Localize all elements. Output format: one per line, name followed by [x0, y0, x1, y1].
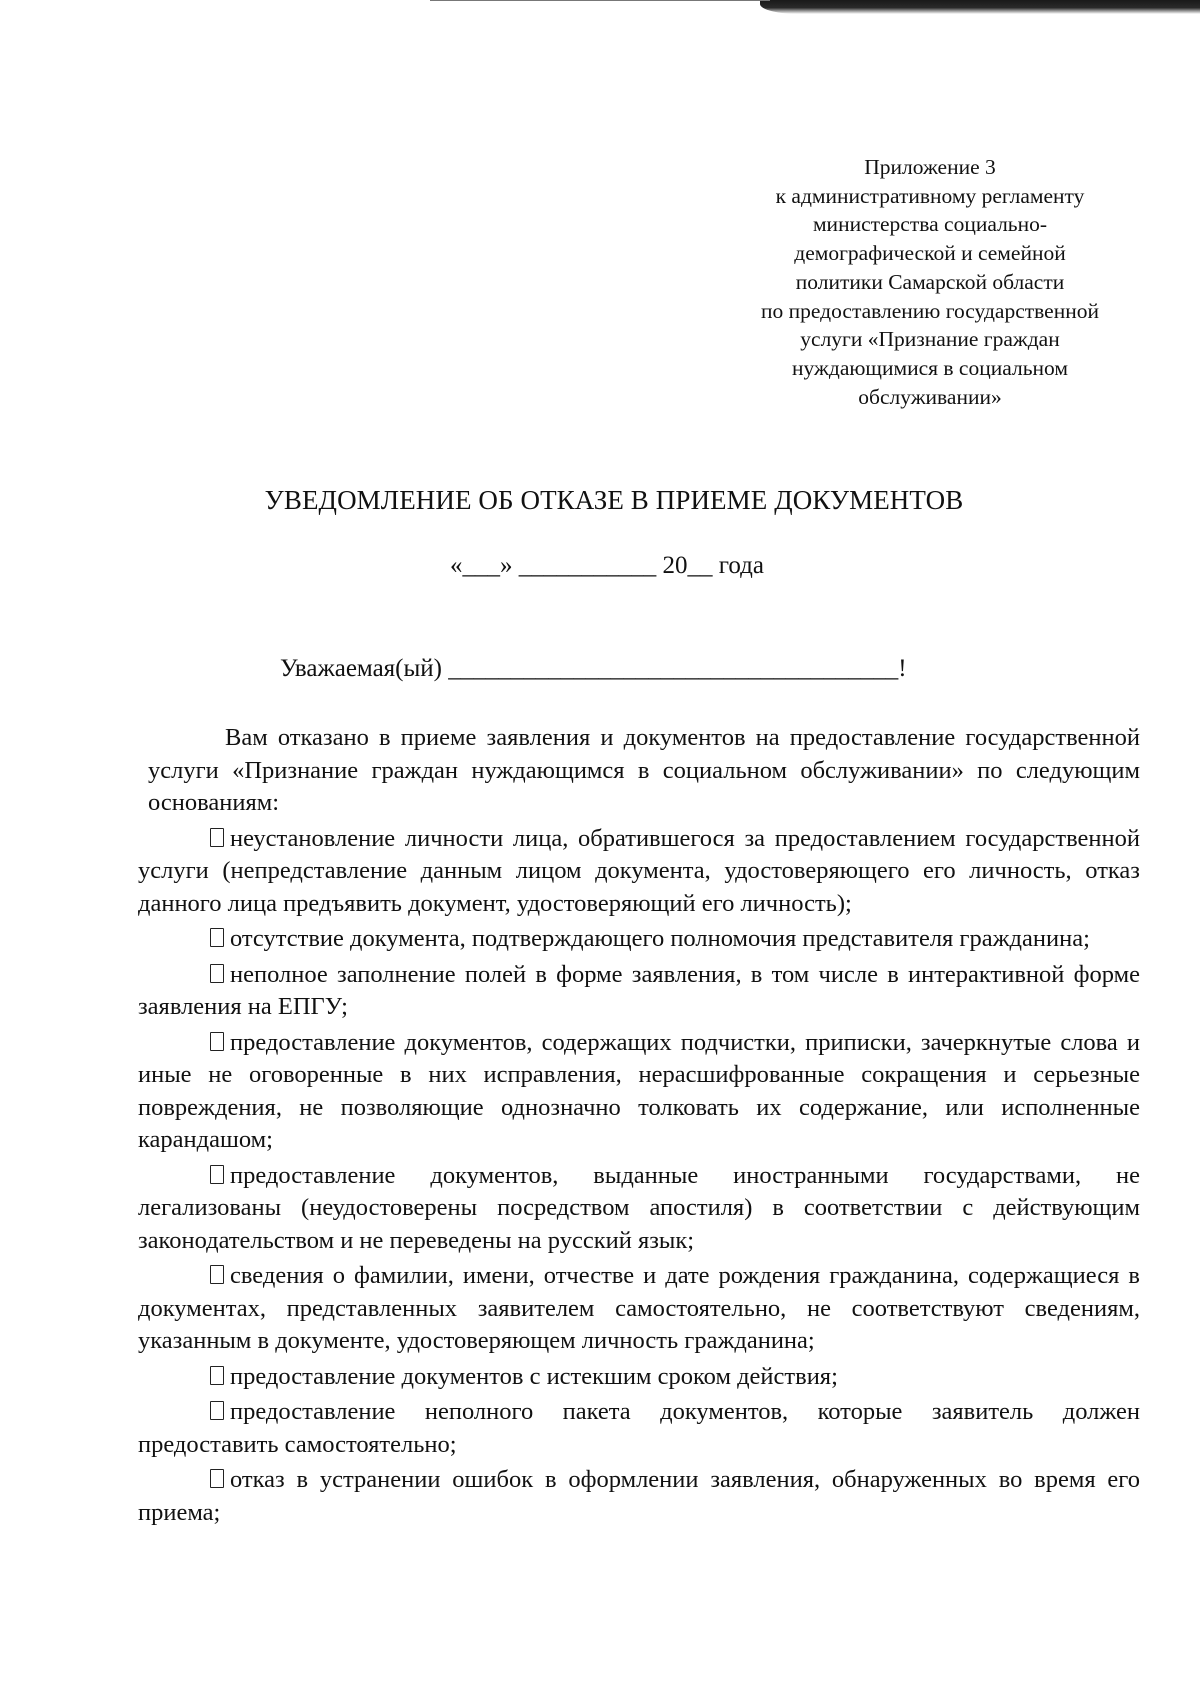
document-title: УВЕДОМЛЕНИЕ ОБ ОТКАЗЕ В ПРИЕМЕ ДОКУМЕНТОВ — [264, 485, 964, 515]
appendix-line: нуждающимися в социальном — [792, 355, 1068, 380]
appendix-line: министерства социально- — [812, 212, 1048, 237]
reason-item — [138, 1160, 1140, 1258]
appendix-line: к административному регламенту — [775, 183, 1085, 208]
reason-item — [138, 823, 1140, 921]
appendix-line: Приложение 3 — [864, 155, 996, 179]
appendix-line: по предоставлению государственной — [761, 298, 1099, 323]
reason-text: неполное заполнение полей в форме заявления, в том числе в интерактивной форме заявления на ЕПГУ; — [138, 960, 1140, 1020]
reason-item — [138, 959, 1140, 1024]
document-body — [138, 722, 1140, 1529]
reason-item — [138, 1464, 1140, 1529]
appendix-line: политики Самарской области — [795, 269, 1065, 294]
reason-item — [138, 1361, 1140, 1394]
checkbox-icon[interactable] — [210, 1032, 224, 1051]
reason-text: предоставление неполного пакета документов, которые заявитель должен предоставить самостоятельно; — [138, 1398, 1140, 1458]
reason-item — [138, 1260, 1140, 1358]
reason-item — [138, 1027, 1140, 1157]
appendix-line: демографической и семейной — [794, 241, 1066, 266]
reason-text: отсутствие документа, подтверждающего полномочия представителя гражданина; — [230, 925, 1090, 952]
scan-shadow-edge — [760, 0, 1200, 14]
appendix-block — [700, 153, 1160, 411]
reason-text: предоставление документов, выданные иностранными государствами, не легализованы (неудостоверены посредством апостиля) в соответствии с действующим законодательством и не переведены на русский язык; — [138, 1161, 1140, 1254]
greeting-line: Уважаемая(ый) ____________________________________! — [280, 655, 907, 682]
checkbox-icon[interactable] — [210, 828, 224, 847]
intro-paragraph: Вам отказано в приеме заявления и документов на предоставление государственной услуги «Признание граждан нуждающимся в социальном обслуживании» по следующим основаниям: — [148, 724, 1140, 816]
reason-text: сведения о фамилии, имени, отчестве и дате рождения гражданина, содержащиеся в документах, представленных заявителем самостоятельно, не соответствуют сведениям, указанным в документе, удостоверяющем личность гражданина; — [138, 1262, 1140, 1354]
reason-item — [138, 923, 1140, 956]
reason-text: неустановление личности лица, обратившегося за предоставлением государственной услуги (непредставление данным лицом документа, удостоверяющего его личность, отказ данного лица предъявить документ, удостоверяющий его личность); — [138, 824, 1140, 917]
reason-text: предоставление документов с истекшим сроком действия; — [230, 1362, 838, 1390]
checkbox-icon[interactable] — [210, 928, 224, 947]
checkbox-icon[interactable] — [210, 1469, 224, 1488]
checkbox-icon[interactable] — [210, 1401, 224, 1420]
checkbox-icon[interactable] — [210, 1366, 224, 1385]
checkbox-icon[interactable] — [210, 1165, 224, 1184]
appendix-line: обслуживании» — [858, 384, 1002, 409]
scan-edge-line — [430, 0, 770, 1]
checkbox-icon[interactable] — [210, 1265, 224, 1284]
date-line: «___» ___________ 20__ года — [450, 552, 764, 579]
reason-item — [138, 1396, 1140, 1461]
checkbox-icon[interactable] — [210, 964, 224, 983]
reason-text: отказ в устранении ошибок в оформлении заявления, обнаруженных во время его приема; — [138, 1466, 1140, 1526]
reason-text: предоставление документов, содержащих подчистки, приписки, зачеркнутые слова и иные не оговоренные в них исправления, нерасшифрованные сокращения и серьезные повреждения, не позволяющие однозначно толковать их содержание, или исполненные карандашом; — [138, 1028, 1140, 1153]
appendix-line: услуги «Признание граждан — [800, 327, 1060, 352]
